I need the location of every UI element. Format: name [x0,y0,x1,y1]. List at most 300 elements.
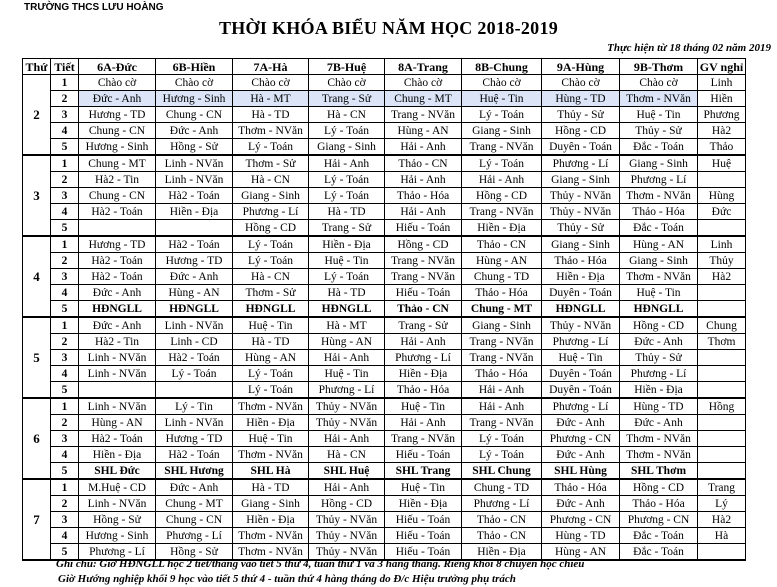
lesson-cell: Hồng - CD [462,188,542,204]
lesson-cell: Hiếu - Toán [385,447,462,463]
absent-teacher-cell [698,366,746,382]
period-row [23,447,746,463]
lesson-cell: Thủy - Sử [620,350,698,366]
lesson-cell: Linh - NVăn [79,366,156,382]
absent-teacher-cell: Hà2 [698,123,746,139]
column-header: 9A-Hùng [542,59,620,75]
period-row [23,398,746,415]
lesson-cell: Thảo - CN [462,236,542,253]
period-cell: 5 [51,382,79,399]
absent-teacher-cell: Hồng [698,398,746,415]
absent-teacher-cell: Đức [698,204,746,220]
lesson-cell [156,220,233,237]
absent-teacher-cell: Huệ [698,155,746,172]
period-row [23,75,746,91]
lesson-cell: Chào cờ [233,75,309,91]
absent-teacher-cell [698,544,746,561]
lesson-cell: Hiền - Địa [385,496,462,512]
lesson-cell: Thảo - Hóa [620,204,698,220]
lesson-cell: Thảo - Hóa [462,285,542,301]
period-cell: 3 [51,107,79,123]
lesson-cell: Hiền - Địa [79,447,156,463]
lesson-cell: Giang - Sinh [542,236,620,253]
lesson-cell: Huệ - Tin [542,350,620,366]
lesson-cell: Chung - CN [79,123,156,139]
period-cell: 4 [51,204,79,220]
lesson-cell: Chung - CN [156,512,233,528]
lesson-cell: Hà2 - Tin [79,172,156,188]
lesson-cell: Chào cờ [309,75,385,91]
lesson-cell: Thơm - Sử [233,155,309,172]
lesson-cell: Huệ - Tin [385,479,462,496]
period-cell: 4 [51,447,79,463]
lesson-cell: Hải - Anh [385,139,462,156]
lesson-cell: Linh - NVăn [79,496,156,512]
lesson-cell: Thảo - Hóa [385,382,462,399]
timetable [22,58,746,561]
period-row [23,415,746,431]
lesson-cell: Hương - TD [79,107,156,123]
lesson-cell: Hiền - Địa [620,382,698,399]
absent-teacher-cell [698,382,746,399]
period-cell: 5 [51,544,79,561]
lesson-cell: Hải - Anh [309,479,385,496]
lesson-cell: Chung - TD [462,479,542,496]
lesson-cell: HĐNGLL [233,301,309,318]
lesson-cell: Thủy - NVăn [309,415,385,431]
lesson-cell: Đức - Anh [620,415,698,431]
lesson-cell: Giang - Sinh [462,123,542,139]
lesson-cell: Hải - Anh [385,172,462,188]
lesson-cell: Hồng - Sử [156,544,233,561]
lesson-cell: Chung - MT [79,155,156,172]
lesson-cell: Đắc - Toán [620,528,698,544]
column-header: 6B-Hiền [156,59,233,75]
lesson-cell: Thảo - Hóa [462,366,542,382]
lesson-cell: Lý - Toán [233,253,309,269]
lesson-cell: Lý - Toán [462,155,542,172]
lesson-cell: Hương - Sinh [79,528,156,544]
period-row [23,512,746,528]
lesson-cell: Thủy - NVăn [542,204,620,220]
lesson-cell: Trang - NVăn [462,334,542,350]
lesson-cell [156,382,233,399]
lesson-cell: Phương - Lí [462,496,542,512]
lesson-cell: Thủy - Sử [620,123,698,139]
lesson-cell: Hà2 - Toán [156,350,233,366]
lesson-cell: Hồng - CD [542,123,620,139]
lesson-cell: Hùng - AN [233,350,309,366]
lesson-cell: Thơm - Sử [233,285,309,301]
lesson-cell: Lý - Tin [156,398,233,415]
period-row [23,479,746,496]
absent-teacher-cell: Lý [698,496,746,512]
lesson-cell: Hải - Anh [462,172,542,188]
period-cell: 5 [51,220,79,237]
period-row [23,334,746,350]
lesson-cell: Thơm - NVăn [620,188,698,204]
absent-teacher-cell: Hùng [698,188,746,204]
period-cell: 1 [51,155,79,172]
lesson-cell: Hà2 - Toán [79,253,156,269]
lesson-cell: HĐNGLL [156,301,233,318]
lesson-cell: Huệ - Tin [309,366,385,382]
lesson-cell: Hà - CN [309,447,385,463]
period-cell: 2 [51,334,79,350]
lesson-cell: Thơm - NVăn [233,447,309,463]
period-row [23,528,746,544]
note-line: Giờ Hướng nghiệp khối 9 học vào tiết 5 thứ 4 - tuần thứ 4 hàng tháng do Đ/c Hiệu trưởng phụ trách [58,573,516,585]
lesson-cell: Hà - TD [233,107,309,123]
lesson-cell: Hà - CN [233,172,309,188]
period-row [23,253,746,269]
absent-teacher-cell: Chung [698,317,746,334]
day-cell: 4 [23,236,51,317]
lesson-cell: Giang - Sinh [233,188,309,204]
lesson-cell: Duyên - Toán [542,382,620,399]
lesson-cell: Hải - Anh [385,334,462,350]
period-cell: 1 [51,317,79,334]
lesson-cell: SHL Đức [79,463,156,480]
absent-teacher-cell: Thảo [698,139,746,156]
lesson-cell: Đức - Anh [79,91,156,107]
column-header: 6A-Đức [79,59,156,75]
lesson-cell: Đức - Anh [156,269,233,285]
lesson-cell: Hùng - AN [462,253,542,269]
lesson-cell: Thơm - NVăn [620,431,698,447]
lesson-cell: Thủy - NVăn [309,528,385,544]
lesson-cell: Thủy - NVăn [542,317,620,334]
lesson-cell: Hùng - TD [542,91,620,107]
period-cell: 2 [51,91,79,107]
absent-teacher-cell: Hà2 [698,512,746,528]
period-cell: 1 [51,75,79,91]
lesson-cell: Hải - Anh [385,415,462,431]
lesson-cell: Trang - NVăn [385,253,462,269]
lesson-cell: Trang - Sử [309,91,385,107]
absent-teacher-cell: Hiền [698,91,746,107]
lesson-cell: Hùng - TD [542,528,620,544]
period-row [23,91,746,107]
lesson-cell: Thơm - NVăn [620,91,698,107]
column-header: Thứ [23,59,51,75]
lesson-cell: Hùng - AN [542,544,620,561]
lesson-cell: Thơm - NVăn [233,544,309,561]
lesson-cell: Đắc - Toán [620,544,698,561]
period-cell: 3 [51,188,79,204]
lesson-cell: Trang - NVăn [462,139,542,156]
lesson-cell: Phương - Lí [620,366,698,382]
lesson-cell: Hải - Anh [385,204,462,220]
lesson-cell: SHL Huệ [309,463,385,480]
lesson-cell: Phương - Lí [233,204,309,220]
lesson-cell: Phương - Lí [309,382,385,399]
lesson-cell: Thủy - NVăn [309,398,385,415]
lesson-cell: Phương - Lí [620,172,698,188]
period-cell: 3 [51,269,79,285]
column-header: 8B-Chung [462,59,542,75]
period-row [23,301,746,318]
lesson-cell: SHL Thơm [620,463,698,480]
lesson-cell: HĐNGLL [542,301,620,318]
lesson-cell: Lý - Toán [309,269,385,285]
lesson-cell: Lý - Toán [156,366,233,382]
lesson-cell: SHL Hương [156,463,233,480]
lesson-cell: Phương - Lí [542,398,620,415]
lesson-cell: Trang - Sử [385,317,462,334]
lesson-cell: Giang - Sinh [620,155,698,172]
lesson-cell: Hồng - CD [385,236,462,253]
lesson-cell: Thủy - Sử [542,220,620,237]
lesson-cell: Hà2 - Toán [156,236,233,253]
lesson-cell: Lý - Toán [233,366,309,382]
period-row [23,107,746,123]
period-cell: 1 [51,236,79,253]
lesson-cell: Duyên - Toán [542,366,620,382]
period-cell: 3 [51,350,79,366]
lesson-cell: Huệ - Tin [233,317,309,334]
lesson-cell: Linh - NVăn [79,350,156,366]
lesson-cell: Hùng - AN [309,334,385,350]
lesson-cell: Thảo - Hóa [620,496,698,512]
period-cell: 4 [51,366,79,382]
lesson-cell: Trang - Sử [309,220,385,237]
lesson-cell: Hiền - Địa [542,269,620,285]
lesson-cell: SHL Trang [385,463,462,480]
absent-teacher-cell [698,447,746,463]
lesson-cell: Thảo - CN [385,155,462,172]
lesson-cell: Thủy - NVăn [309,544,385,561]
lesson-cell: Huệ - Tin [462,91,542,107]
lesson-cell: Thơm - NVăn [233,528,309,544]
period-row [23,366,746,382]
period-cell: 5 [51,301,79,318]
lesson-cell: Lý - Toán [233,382,309,399]
lesson-cell: Huệ - Tin [309,253,385,269]
absent-teacher-cell: Phương [698,107,746,123]
lesson-cell: Linh - NVăn [156,415,233,431]
absent-teacher-cell: Linh [698,236,746,253]
lesson-cell: Hùng - AN [79,415,156,431]
lesson-cell: Huệ - Tin [233,431,309,447]
lesson-cell: Hà2 - Tin [79,334,156,350]
lesson-cell: Huệ - Tin [385,398,462,415]
lesson-cell: Thơm - NVăn [233,398,309,415]
lesson-cell: Trang - NVăn [385,269,462,285]
lesson-cell: Hiếu - Toán [385,528,462,544]
lesson-cell: Chào cờ [385,75,462,91]
period-row [23,431,746,447]
lesson-cell: Hồng - CD [309,496,385,512]
absent-teacher-cell [698,301,746,318]
lesson-cell: Lý - Toán [233,139,309,156]
lesson-cell: Hương - TD [156,431,233,447]
lesson-cell: Hương - Sinh [79,139,156,156]
lesson-cell: Thơm - NVăn [620,269,698,285]
column-header: 9B-Thơm [620,59,698,75]
lesson-cell [79,382,156,399]
lesson-cell: Hà2 - Toán [79,269,156,285]
period-row [23,123,746,139]
lesson-cell: Hiền - Địa [156,204,233,220]
lesson-cell: Đức - Anh [542,447,620,463]
lesson-cell: Hải - Anh [309,350,385,366]
lesson-cell: Thảo - CN [462,512,542,528]
lesson-cell: Hiếu - Toán [385,285,462,301]
lesson-cell: Duyên - Toán [542,285,620,301]
lesson-cell: Hiếu - Toán [385,544,462,561]
lesson-cell: Chung - MT [156,496,233,512]
lesson-cell: Hiền - Địa [233,415,309,431]
period-row [23,204,746,220]
period-row [23,350,746,366]
lesson-cell: Phương - Lí [385,350,462,366]
school-name: TRƯỜNG THCS LƯU HOÀNG [24,2,164,13]
lesson-cell: Linh - NVăn [156,155,233,172]
lesson-cell: Hà2 - Toán [156,188,233,204]
column-header: Tiết [51,59,79,75]
lesson-cell: Thảo - CN [385,301,462,318]
day-cell: 7 [23,479,51,560]
period-row [23,463,746,480]
lesson-cell: Thảo - CN [462,528,542,544]
effective-date: Thực hiện từ 18 tháng 02 năm 2019 [607,42,771,54]
lesson-cell: Hải - Anh [462,382,542,399]
day-cell: 5 [23,317,51,398]
lesson-cell: Hương - Sinh [156,91,233,107]
lesson-cell: Hiền - Địa [385,366,462,382]
lesson-cell: Hiếu - Toán [385,512,462,528]
lesson-cell: Hiền - Địa [462,544,542,561]
lesson-cell: HĐNGLL [620,301,698,318]
lesson-cell: Thảo - Hóa [542,479,620,496]
lesson-cell: Chào cờ [79,75,156,91]
period-row [23,317,746,334]
page-title: THỜI KHÓA BIỂU NĂM HỌC 2018-2019 [218,18,559,38]
lesson-cell: Giang - Sinh [462,317,542,334]
lesson-cell: Hiền - Địa [462,220,542,237]
lesson-cell: Hà - MT [309,317,385,334]
absent-teacher-cell: Linh [698,75,746,91]
absent-teacher-cell: Trang [698,479,746,496]
period-row [23,155,746,172]
lesson-cell: Lý - Toán [309,172,385,188]
lesson-cell: Thủy - NVăn [309,512,385,528]
day-cell: 3 [23,155,51,236]
period-cell: 1 [51,479,79,496]
period-row [23,269,746,285]
period-row [23,236,746,253]
lesson-cell: Hồng - Sử [79,512,156,528]
absent-teacher-cell [698,431,746,447]
lesson-cell: Hải - Anh [309,431,385,447]
lesson-cell: Hương - TD [156,253,233,269]
lesson-cell: Thơm - NVăn [620,447,698,463]
lesson-cell: Hùng - AN [620,236,698,253]
lesson-cell: Trang - NVăn [385,431,462,447]
lesson-cell: Đức - Anh [156,123,233,139]
lesson-cell: Hiền - Địa [233,512,309,528]
lesson-cell: Hà - CN [233,269,309,285]
period-row [23,188,746,204]
lesson-cell: Chung - CN [79,188,156,204]
lesson-cell: Chào cờ [542,75,620,91]
lesson-cell: M.Huệ - CD [79,479,156,496]
lesson-cell: SHL Hà [233,463,309,480]
absent-teacher-cell [698,172,746,188]
lesson-cell: Chào cờ [462,75,542,91]
period-cell: 3 [51,512,79,528]
period-row [23,139,746,156]
lesson-cell: Hải - Anh [309,155,385,172]
period-row [23,382,746,399]
lesson-cell: Hương - TD [79,236,156,253]
lesson-cell: Hồng - Sử [156,139,233,156]
period-cell: 1 [51,398,79,415]
lesson-cell: Chung - MT [385,91,462,107]
lesson-cell: Hà2 - Toán [79,204,156,220]
lesson-cell: Hồng - CD [620,479,698,496]
lesson-cell: Thủy - Sử [542,107,620,123]
lesson-cell: Đức - Anh [79,285,156,301]
lesson-cell: Thảo - Hóa [542,253,620,269]
absent-teacher-cell [698,415,746,431]
lesson-cell: Hùng - AN [156,285,233,301]
lesson-cell: Hà - CN [309,107,385,123]
lesson-cell: Chung - MT [462,301,542,318]
lesson-cell: Phương - CN [542,512,620,528]
lesson-cell: Linh - CD [156,334,233,350]
period-cell: 4 [51,528,79,544]
lesson-cell: Lý - Toán [233,236,309,253]
lesson-cell: Lý - Toán [309,123,385,139]
lesson-cell: Chung - TD [462,269,542,285]
lesson-cell: Duyên - Toán [542,139,620,156]
lesson-cell: Linh - NVăn [156,317,233,334]
column-header: GV nghỉ [698,59,746,75]
absent-teacher-cell: Hà [698,528,746,544]
lesson-cell: Phương - CN [542,431,620,447]
column-header: 7A-Hà [233,59,309,75]
lesson-cell: SHL Hùng [542,463,620,480]
lesson-cell: Phương - Lí [79,544,156,561]
lesson-cell: Chung - CN [156,107,233,123]
lesson-cell: Lý - Toán [462,107,542,123]
lesson-cell: Đức - Anh [542,415,620,431]
note-line: Ghi chú: Giờ HĐNGLL học 2 tiết/tháng vào tiết 5 thứ 4, tuần thứ 1 và 3 hàng tháng. Riêng khối 8 chuyển học chiều [56,558,585,570]
lesson-cell: Hà - TD [233,479,309,496]
lesson-cell: HĐNGLL [309,301,385,318]
lesson-cell: Đức - Anh [79,317,156,334]
lesson-cell: Hà - TD [309,204,385,220]
lesson-cell: Phương - Lí [156,528,233,544]
notes [56,557,584,587]
column-header: 8A-Trang [385,59,462,75]
period-row [23,496,746,512]
absent-teacher-cell: Hà2 [698,269,746,285]
lesson-cell: Thủy - NVăn [542,188,620,204]
lesson-cell: Trang - NVăn [462,204,542,220]
lesson-cell: Linh - NVăn [79,398,156,415]
period-cell: 4 [51,123,79,139]
lesson-cell: Phương - CN [620,512,698,528]
lesson-cell: Lý - Toán [462,447,542,463]
lesson-cell: Giang - Sinh [620,253,698,269]
lesson-cell: Chào cờ [620,75,698,91]
absent-teacher-cell [698,350,746,366]
column-header: 7B-Huệ [309,59,385,75]
lesson-cell [79,220,156,237]
